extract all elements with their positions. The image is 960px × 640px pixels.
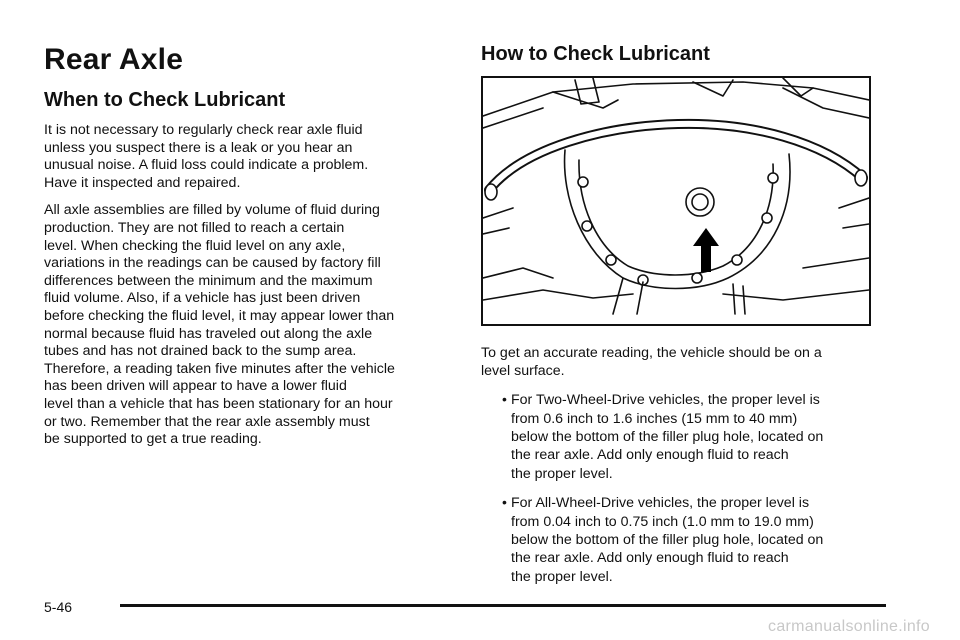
section-heading-how-to-check: How to Check Lubricant (481, 43, 710, 65)
page-title: Rear Axle (44, 43, 184, 76)
list-item (481, 494, 891, 586)
paragraph-when-to-check: It is not necessary to regularly check rear axle fluid unless you suspect there is a leak or you hear an unusual noise. A fluid loss could indicate a problem. Have it inspected and repaired. (44, 122, 369, 191)
bullet-text-two-wheel-drive: For Two-Wheel-Drive vehicles, the proper level is from 0.6 inch to 1.6 inches (15 mm to 40 mm) below the bottom of the filler plug hole, located on the rear axle. Add only enough fluid to reach the proper level. (511, 392, 824, 482)
bullet-text-all-wheel-drive: For All-Wheel-Drive vehicles, the proper level is from 0.04 inch to 0.75 inch (1.0 mm to 19.0 mm) below the bottom of the filler plug hole, located on the rear axle. Add only enough fluid to reach the proper level. (511, 495, 824, 585)
list-item (481, 391, 891, 483)
footer-rule (120, 604, 886, 607)
rear-axle-figure (481, 76, 871, 326)
rear-axle-filler-plug-icon (483, 78, 869, 324)
bullet-glyph: • (502, 494, 507, 511)
left-column (44, 42, 454, 449)
paragraph-axle-fill-volume: All axle assemblies are filled by volume of fluid during production. They are not filled to reach a certain level. When checking the fluid level on any axle, variations in the readings can be caused by factory fill differences between the minimum and the maximum fluid volume. Also, if a vehicle has just been driven before checking the fluid level, it may appear lower than normal because fluid has traveled out along the axle tubes and has not drained back to the sump area. Therefore, a reading taken five minutes after the vehicle has been driven will appear to have a lower fluid level than a vehicle that has been stationary for an hour or two. Remember that the rear axle assembly must be supported to get a true reading. (44, 202, 395, 448)
watermark: carmanualsonline.info (768, 618, 930, 635)
page-number: 5-46 (44, 599, 73, 615)
intro-level-surface: To get an accurate reading, the vehicle should be on a level surface. (481, 345, 822, 379)
right-column (481, 42, 891, 586)
section-heading-when-to-check: When to Check Lubricant (44, 89, 286, 111)
bullet-glyph: • (502, 391, 507, 408)
bullet-list (481, 391, 891, 586)
